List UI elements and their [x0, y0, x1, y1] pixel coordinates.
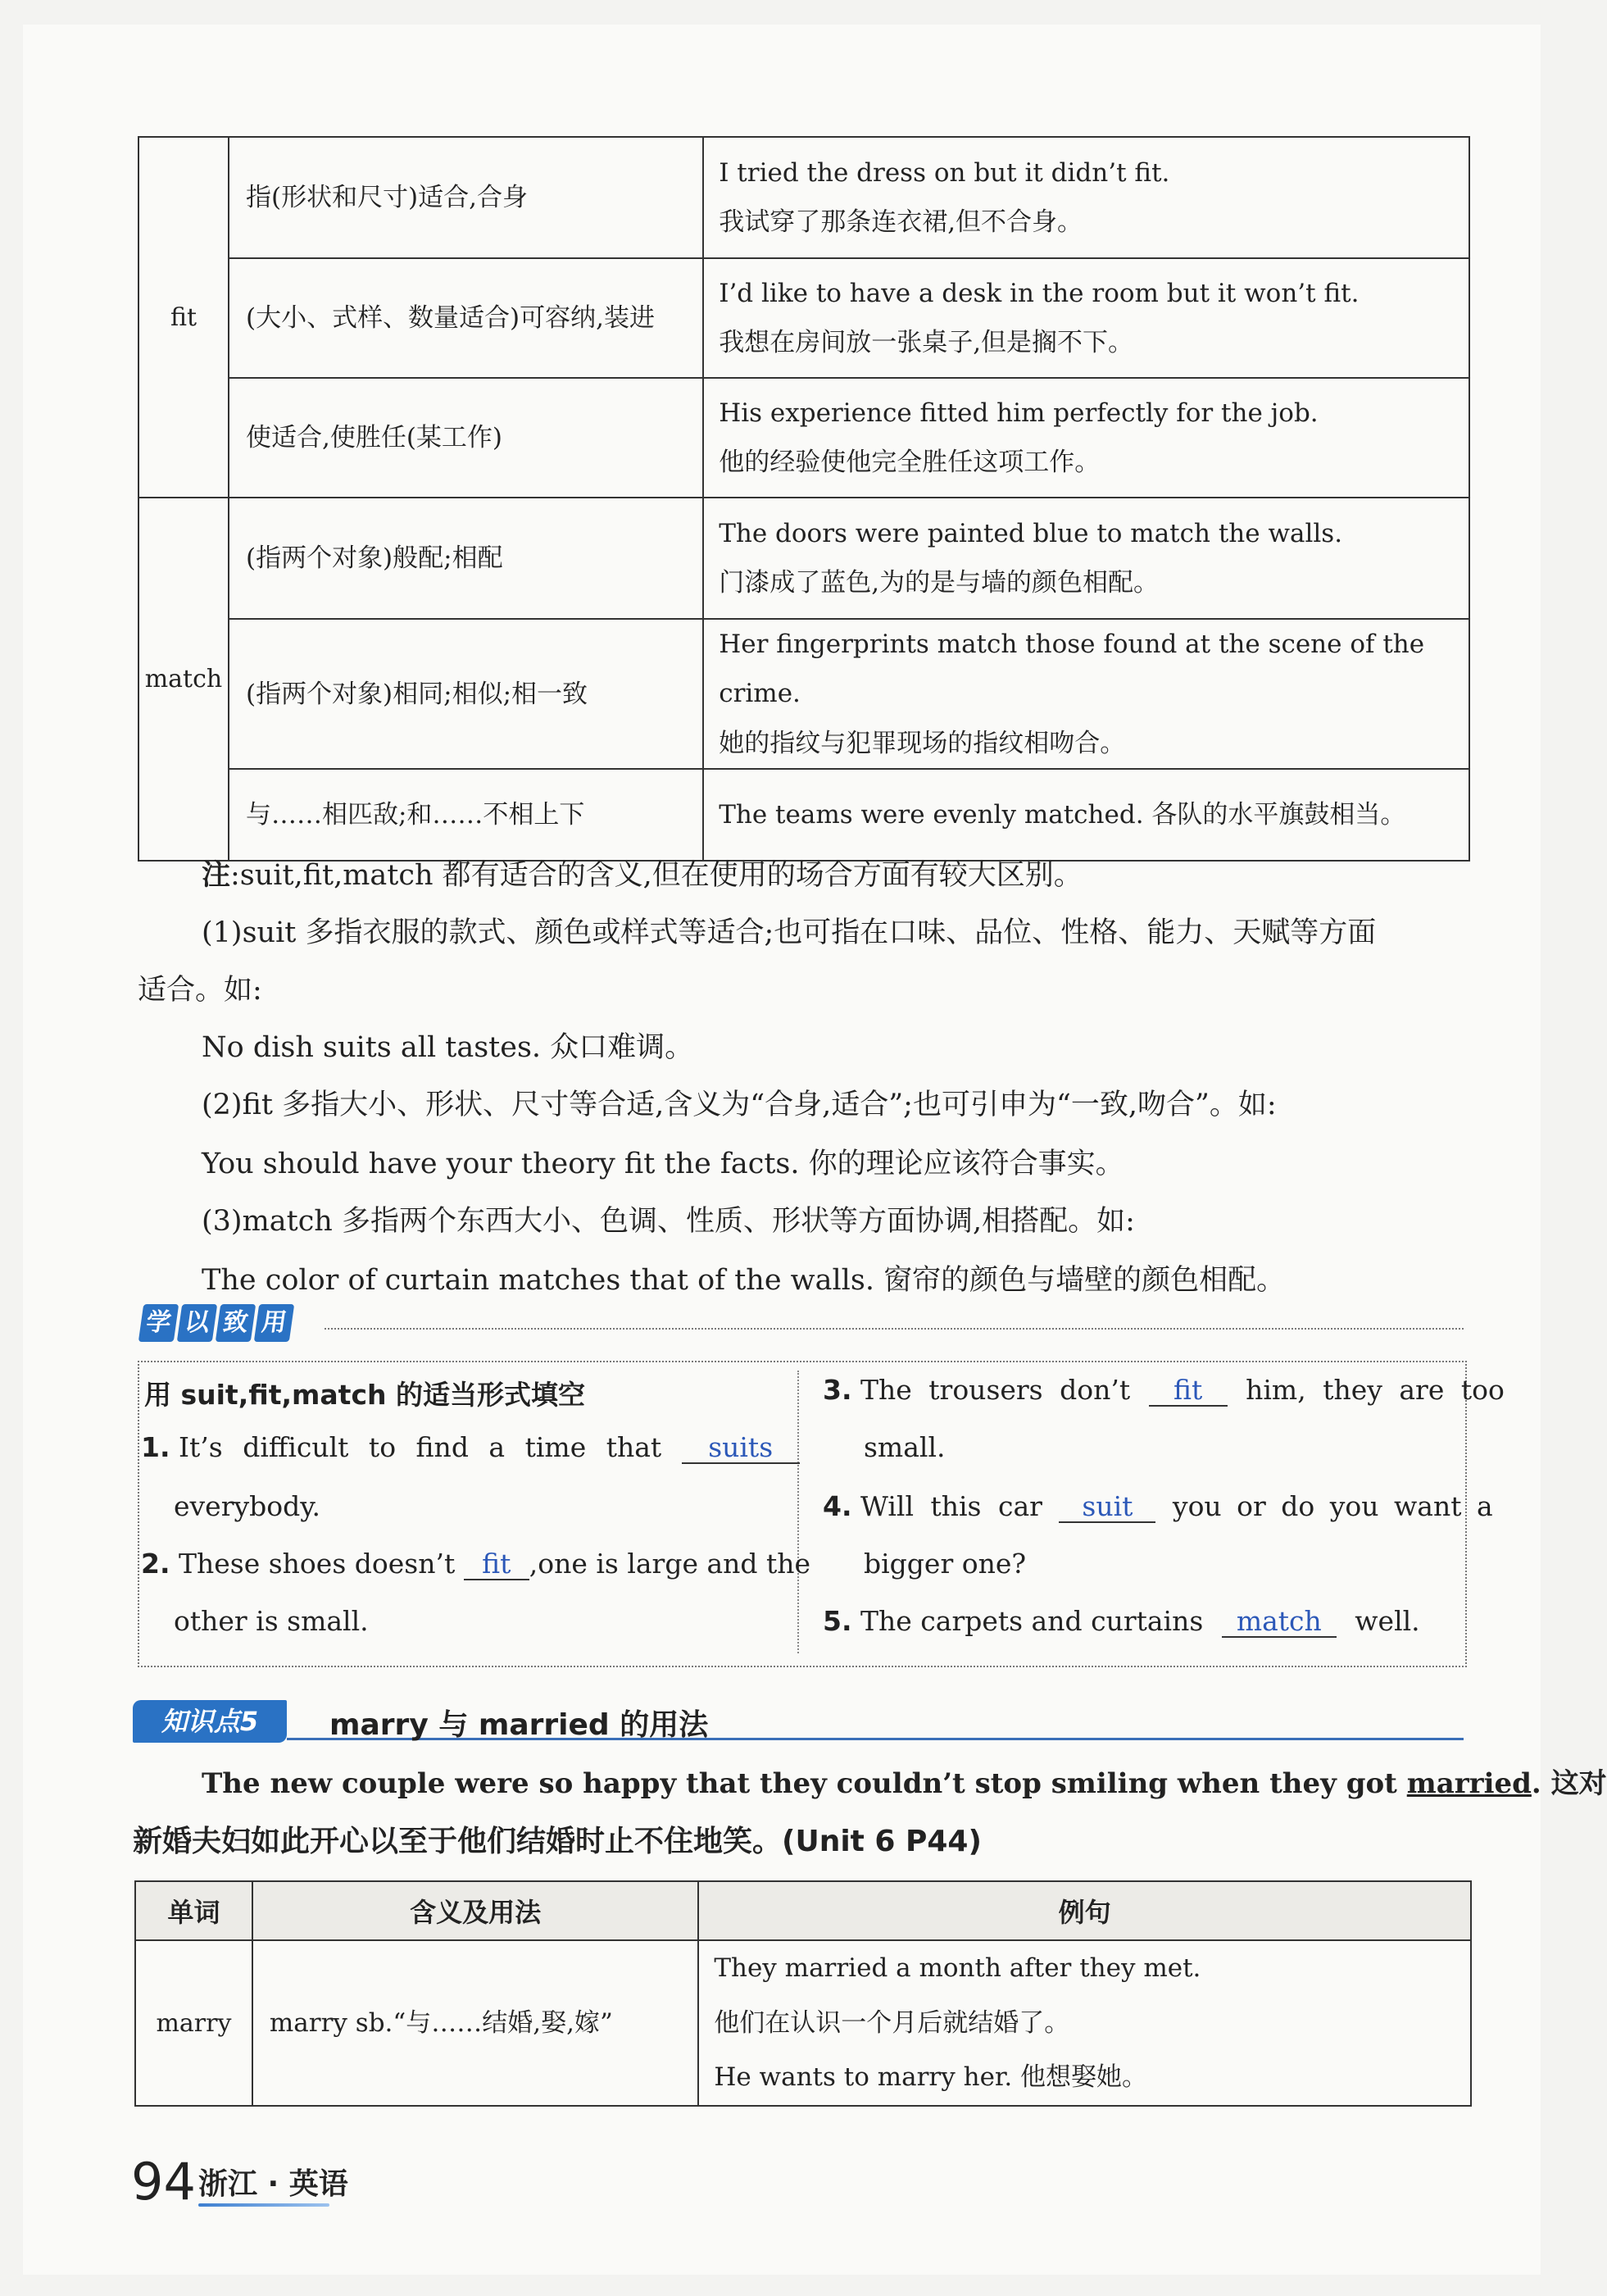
question-1 [141, 1431, 800, 1464]
example-en: His experience fitted him perfectly for the job. [719, 398, 1319, 428]
example-cell [703, 258, 1469, 378]
word-cell-match: match [138, 498, 229, 861]
section-sentence-zh [133, 1818, 982, 1860]
badge-char: 以 [177, 1304, 217, 1342]
fit-match-table [138, 136, 1470, 862]
table-header-row [135, 1881, 1471, 1940]
example-en: I tried the dress on but it didn’t fit. [719, 157, 1170, 188]
example-zh: 她的指纹与犯罪现场的指纹相吻合。 [719, 728, 1126, 758]
sentence-text: The new couple were so happy that they couldn’t stop smiling when they got [202, 1767, 1397, 1800]
question-4-cont: bigger one? [864, 1548, 1027, 1580]
source-reference: (Unit 6 P44) [782, 1825, 982, 1858]
section-sentence-en [202, 1761, 1607, 1801]
meaning-cell: marry sb.“与……结婚,娶,嫁” [252, 1940, 698, 2106]
question-3-cont: small. [864, 1431, 946, 1463]
example-en: I’d like to have a desk in the room but it won’t fit. [719, 278, 1360, 308]
badge-char: 学 [138, 1304, 179, 1342]
practice-divider [797, 1371, 799, 1653]
example-zh: 门漆成了蓝色,为的是与墙的颜色相配。 [719, 568, 1160, 598]
question-text: you or do you want a [1172, 1490, 1493, 1522]
question-number: 3. [823, 1374, 852, 1406]
word-cell-marry: marry [135, 1940, 252, 2106]
table-row [138, 258, 1469, 378]
footer-label: 浙江 · 英语 [198, 2167, 348, 2201]
question-5 [823, 1605, 1420, 1638]
word-cell-fit: fit [138, 137, 229, 498]
sentence-text: . 这对 [1531, 1767, 1607, 1800]
header-meaning: 含义及用法 [252, 1881, 698, 1940]
meaning-cell: (指两个对象)相同;相似;相一致 [229, 619, 703, 769]
note-line-6: You should have your theory fit the facts. 你的理论应该符合事实。 [202, 1148, 1124, 1180]
question-number: 2. [141, 1548, 170, 1580]
note-line-7: (3)match 多指两个东西大小、色调、性质、形状等方面协调,相搭配。如: [202, 1205, 1135, 1238]
example-cell [703, 137, 1469, 258]
knowledge-point-badge: 知识点5 [133, 1700, 287, 1743]
answer-blank[interactable]: fit [464, 1549, 529, 1580]
sentence-underlined: married [1406, 1767, 1532, 1800]
example-en: He wants to marry her. 他想娶她。 [714, 2062, 1148, 2093]
note-label: 注 [202, 859, 231, 892]
page-number: 94 [131, 2152, 196, 2212]
question-text: The trousers don’t [860, 1374, 1131, 1406]
question-text: It’s difficult to find a time that [179, 1431, 662, 1463]
header-example: 例句 [698, 1881, 1471, 1940]
section-title: marry 与 married 的用法 [329, 1708, 709, 1742]
note-text: :suit,fit,match 都有适合的含义,但在使用的场合方面有较大区别。 [230, 859, 1083, 892]
example-zh: 他们在认识一个月后就结婚了。 [714, 2007, 1070, 2038]
question-2 [141, 1548, 810, 1580]
question-text: well. [1355, 1605, 1420, 1637]
meaning-cell: 与……相匹敌;和……不相上下 [229, 769, 703, 861]
meaning-cell: (指两个对象)般配;相配 [229, 498, 703, 619]
footer-accent-bar [198, 2203, 329, 2207]
answer-blank[interactable]: suit [1059, 1492, 1155, 1523]
meaning-cell: 指(形状和尺寸)适合,合身 [229, 137, 703, 258]
badge-char: 用 [254, 1304, 294, 1342]
example-en: They married a month after they met. [714, 1953, 1201, 1984]
note-line-1 [202, 852, 1083, 893]
table-row [138, 137, 1469, 258]
table-row [138, 769, 1469, 861]
example-cell [698, 1940, 1471, 2106]
table-row [138, 378, 1469, 498]
answer-blank[interactable]: match [1222, 1607, 1337, 1638]
example-en: The doors were painted blue to match the walls. [719, 518, 1343, 548]
note-line-4: No dish suits all tastes. 众口难调。 [202, 1031, 694, 1064]
question-number: 1. [141, 1431, 170, 1463]
question-1-cont: everybody. [174, 1490, 320, 1522]
answer-blank[interactable]: fit [1149, 1375, 1228, 1407]
header-word: 单词 [135, 1881, 252, 1940]
question-2-cont: other is small. [174, 1605, 369, 1637]
question-4 [823, 1490, 1493, 1523]
study-badge [141, 1304, 295, 1347]
question-text: Will this car [860, 1490, 1042, 1522]
question-text: The carpets and curtains [860, 1605, 1204, 1637]
question-text: him, they are too [1246, 1374, 1505, 1406]
example-cell [703, 378, 1469, 498]
example-cell [703, 498, 1469, 619]
marry-table [134, 1880, 1472, 2107]
example-zh: 我想在房间放一张桌子,但是搁不下。 [719, 328, 1134, 357]
note-line-8: The color of curtain matches that of the walls. 窗帘的颜色与墙壁的颜色相配。 [202, 1264, 1286, 1297]
example-cell [703, 619, 1469, 769]
question-number: 4. [823, 1490, 852, 1522]
example-en: Her fingerprints match those found at the scene of the crime. [719, 630, 1425, 709]
badge-char: 致 [216, 1304, 256, 1342]
question-text: These shoes doesn’t [179, 1548, 456, 1580]
example-zh: 我试穿了那条连衣裙,但不合身。 [719, 207, 1083, 237]
table-row [135, 1940, 1471, 2106]
note-line-5: (2)fit 多指大小、形状、尺寸等合适,含义为“合身,适合”;也可引申为“一致,吻合”。如: [202, 1089, 1277, 1121]
practice-instruction: 用 suit,fit,match 的适当形式填空 [144, 1379, 585, 1411]
table-row [138, 498, 1469, 619]
meaning-cell: 使适合,使胜任(某工作) [229, 378, 703, 498]
note-line-2: (1)suit 多指衣服的款式、颜色或样式等适合;也可指在口味、品位、性格、能力、天赋等方面 [202, 916, 1377, 949]
sentence-zh: 新婚夫妇如此开心以至于他们结婚时止不住地笑。 [133, 1825, 783, 1858]
badge-dotted-line [325, 1328, 1464, 1330]
question-3 [823, 1374, 1505, 1407]
table-row [138, 619, 1469, 769]
example-cell: The teams were evenly matched. 各队的水平旗鼓相当。 [703, 769, 1469, 861]
meaning-cell: (大小、式样、数量适合)可容纳,装进 [229, 258, 703, 378]
question-text: ,one is large and the [529, 1548, 811, 1580]
answer-blank[interactable]: suits [682, 1433, 800, 1464]
example-zh: 他的经验使他完全胜任这项工作。 [719, 448, 1101, 477]
question-number: 5. [823, 1605, 852, 1637]
note-line-3: 适合。如: [138, 974, 262, 1007]
